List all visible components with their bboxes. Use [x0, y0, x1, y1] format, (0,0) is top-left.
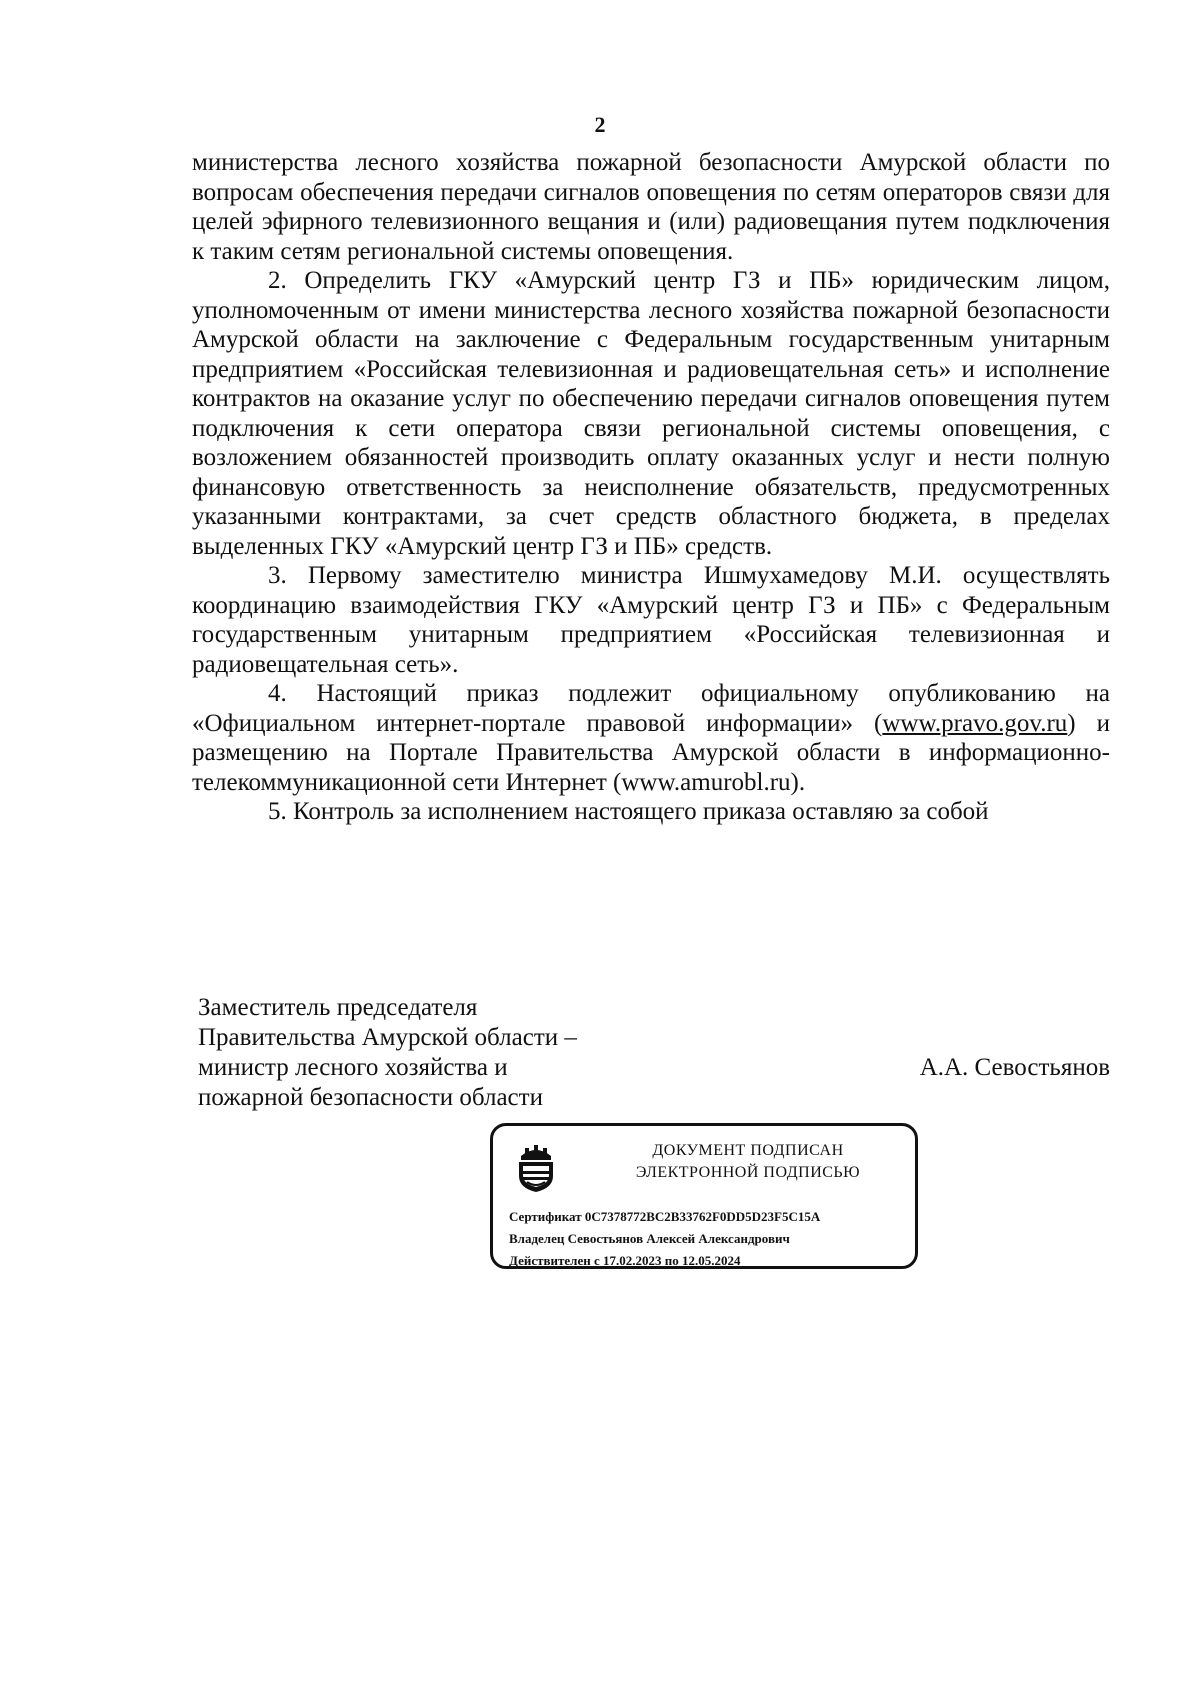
paragraph-continuation: министерства лесного хозяйства пожарной безопасности Амурской области по вопросам обеспечения передачи сигналов оповещения по сетям операторов связи для целей эфирного телевизионного вещания и (или) радиовещания путем подключения к таким сетям региональной системы оповещения.	[192, 149, 1110, 265]
stamp-certificate: Сертификат 0C7378772BC2B33762F0DD5D23F5C15A	[509, 1209, 821, 1224]
signer-position-line: Правительства Амурской области –	[198, 1024, 577, 1051]
electronic-signature-stamp	[490, 1123, 918, 1269]
stamp-title	[583, 1140, 913, 1184]
paragraph-item-2: 2. Определить ГКУ «Амурский центр ГЗ и ПБ» юридическим лицом, уполномоченным от имени министерства лесного хозяйства пожарной безопасности Амурской области на заключение с Федеральным государственным унитарным предприятием «Российская телевизионная и радиовещательная сеть» и исполнение контрактов на оказание услуг по обеспечению передачи сигналов оповещения путем подключения к сети оператора связи региональной системы оповещения, с возложением обязанностей производить оплату оказанных услуг и нести полную финансовую ответственность за неисполнение обязательств, предусмотренных указанными контрактами, за счет средств областного бюджета, в пределах выделенных ГКУ «Амурский центр ГЗ и ПБ» средств.	[192, 267, 1110, 560]
stamp-validity: Действителен с 17.02.2023 по 12.05.2024	[509, 1253, 741, 1268]
paragraph-item-4	[192, 679, 1110, 797]
stamp-details	[509, 1206, 820, 1272]
signer-name: А.А. Севостьянов	[919, 1054, 1110, 1081]
signature-block	[198, 993, 1110, 1113]
paragraph-item-3: 3. Первому заместителю министра Ишмухамедову М.И. осуществлять координацию взаимодействия ГКУ «Амурский центр ГЗ и ПБ» с Федеральным государственным унитарным предприятием «Российская телевизионная и радиовещательная сеть».	[192, 562, 1110, 678]
stamp-title-line: ЭЛЕКТРОННОЙ ПОДПИСЬЮ	[635, 1164, 861, 1181]
stamp-owner: Владелец Севостьянов Алексей Александрович	[509, 1231, 790, 1246]
signer-position-line: Заместитель председателя	[198, 994, 478, 1021]
document-body	[192, 148, 1110, 827]
pravo-link[interactable]: www.pravo.gov.ru	[882, 709, 1068, 737]
paragraph-item-5: 5. Контроль за исполнением настоящего приказа оставляю за собой	[268, 798, 989, 825]
paragraph-item-4-text-after: ) и размещению на Портале Правительства Амурской области в информационно-телекоммуникационной сети Интернет (www.amurobl.ru).	[192, 709, 1110, 796]
signer-position-line: министр лесного хозяйства и	[198, 1054, 508, 1081]
stamp-title-line: ДОКУМЕНТ ПОДПИСАН	[652, 1142, 844, 1159]
page-number: 2	[594, 112, 606, 137]
paragraph-item-4-text-before: 4. Настоящий приказ подлежит официальному опубликованию на «Официальном интернет-портале правовой информации» (	[192, 680, 1110, 737]
coat-of-arms-icon	[513, 1142, 559, 1194]
signer-position-line: пожарной безопасности области	[198, 1084, 543, 1111]
